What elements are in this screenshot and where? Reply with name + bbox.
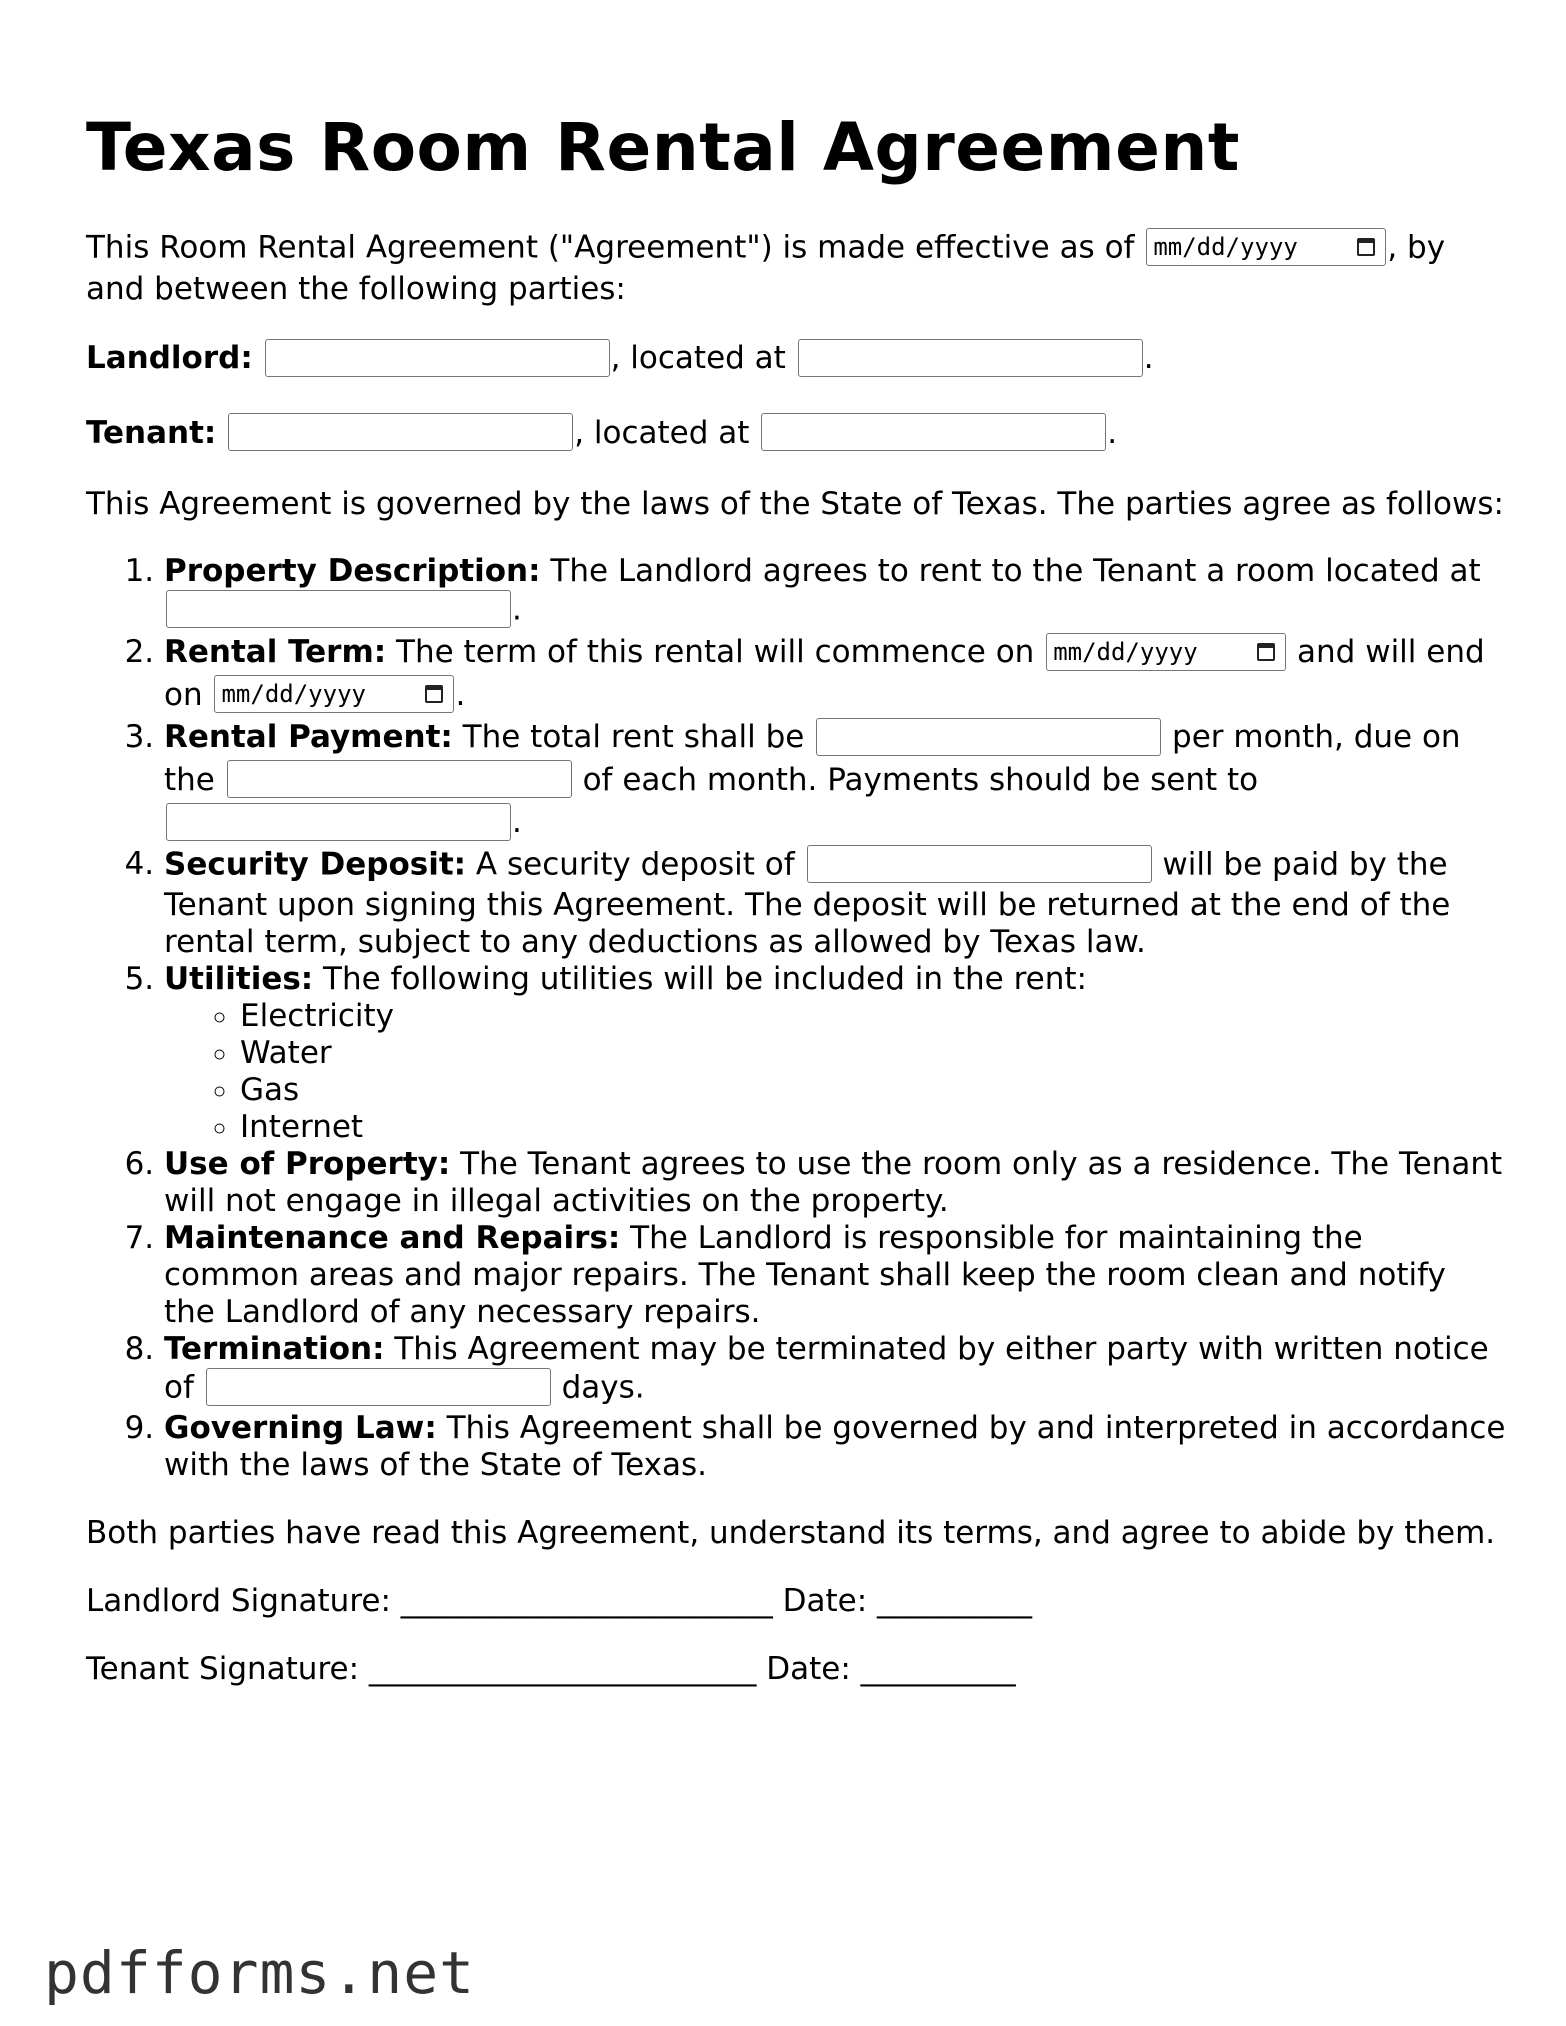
tenant-line	[86, 413, 1506, 456]
term-governing-law	[164, 1410, 1506, 1484]
tenant-period: .	[1107, 414, 1118, 451]
term-heading: Security Deposit:	[164, 846, 467, 882]
tenant-signature-line: Tenant Signature: _________________________ Date: __________	[86, 1650, 1016, 1687]
calendar-icon[interactable]	[1357, 238, 1375, 256]
landlord-name-input[interactable]	[265, 339, 610, 377]
term-use-of-property	[164, 1146, 1506, 1220]
term-text: The total rent shall be	[452, 719, 815, 755]
start-date-input[interactable]	[1046, 633, 1286, 671]
effective-date-input[interactable]	[1146, 228, 1386, 266]
document-title: Texas Room Rental Agreement	[86, 109, 1240, 186]
utilities-list	[164, 998, 1506, 1146]
utility-item: ◦ Water	[240, 1035, 1506, 1072]
term-rental-term	[164, 632, 1506, 717]
term-text: of each month. Payments should be sent to	[572, 761, 1259, 798]
term-utilities	[164, 961, 1506, 1146]
tenant-address-input[interactable]	[761, 413, 1106, 451]
landlord-signature-line: Landlord Signature: ________________________ Date: __________	[86, 1582, 1032, 1619]
term-heading: Utilities:	[164, 960, 314, 997]
tenant-located-at: , located at	[574, 414, 750, 451]
term-text: The following utilities will be included in the rent:	[313, 960, 1087, 997]
term-heading: Rental Term:	[164, 634, 387, 670]
term-period: .	[512, 804, 522, 840]
rent-amount-input[interactable]	[816, 718, 1161, 756]
property-location-input[interactable]	[166, 590, 511, 628]
end-date-input[interactable]	[214, 675, 454, 713]
term-text: This Agreement may be terminated by either party with written notice of	[164, 1330, 1489, 1405]
document-page	[86, 0, 1506, 1688]
date-placeholder: mm/dd/yyyy	[1053, 637, 1198, 666]
term-text: A security deposit of	[466, 846, 805, 882]
landlord-label: Landlord:	[86, 340, 253, 376]
landlord-located-at: , located at	[610, 340, 786, 376]
landlord-line	[86, 338, 1506, 381]
landlord-address-input[interactable]	[798, 339, 1143, 377]
term-heading: Governing Law:	[164, 1409, 437, 1446]
term-text: will be paid by the Tenant upon signing this Agreement. The deposit will be returned at the end of the rental term, subject to any deductions as allowed by Texas law.	[164, 846, 1451, 960]
term-security-deposit	[164, 845, 1506, 961]
intro-text-end: , by and between the following parties:	[86, 229, 1446, 307]
terms-list	[86, 553, 1506, 1484]
term-text: The Landlord is responsible for maintaining the common areas and major repairs. The Tenant shall keep the room clean and notify the Landlord of any necessary repairs.	[164, 1219, 1446, 1330]
payment-address-input[interactable]	[166, 803, 511, 841]
term-period: .	[455, 676, 466, 713]
term-heading: Use of Property:	[164, 1145, 451, 1182]
term-text: and will end on	[164, 634, 1485, 713]
tenant-label: Tenant:	[86, 414, 217, 451]
intro-text: This Room Rental Agreement ("Agreement") is made effective as of	[86, 229, 1135, 266]
utility-item: ◦ Gas	[240, 1072, 1506, 1109]
term-maintenance	[164, 1220, 1506, 1331]
term-rental-payment	[164, 717, 1506, 845]
term-heading: Termination:	[164, 1330, 385, 1367]
closing-paragraph: Both parties have read this Agreement, understand its terms, and agree to abide by them.	[86, 1514, 1496, 1551]
term-property	[164, 553, 1506, 632]
due-day-input[interactable]	[227, 760, 572, 798]
date-placeholder: mm/dd/yyyy	[221, 680, 366, 708]
term-termination	[164, 1331, 1506, 1410]
landlord-period: .	[1143, 340, 1154, 376]
term-text: This Agreement shall be governed by and interpreted in accordance with the laws of the State of Texas.	[164, 1409, 1506, 1483]
term-text: The Landlord agrees to rent to the Tenant a room located at	[540, 553, 1481, 589]
intro-paragraph	[86, 228, 1506, 308]
term-text: per month, due on the	[164, 719, 1461, 798]
tenant-name-input[interactable]	[228, 413, 573, 451]
term-text: The term of this rental will commence on	[386, 634, 1045, 670]
notice-days-input[interactable]	[206, 1368, 551, 1406]
deposit-amount-input[interactable]	[807, 845, 1152, 883]
term-text: days.	[551, 1369, 645, 1405]
governs-paragraph: This Agreement is governed by the laws of the State of Texas. The parties agree as follows:	[86, 486, 1504, 522]
term-heading: Rental Payment:	[164, 719, 453, 755]
pdfforms-logo: pdfforms.net	[44, 1939, 476, 2007]
term-heading: Maintenance and Repairs:	[164, 1219, 621, 1256]
date-placeholder: mm/dd/yyyy	[1153, 233, 1298, 261]
calendar-icon[interactable]	[425, 685, 443, 703]
utility-item: ◦ Electricity	[240, 998, 1506, 1035]
calendar-icon[interactable]	[1257, 643, 1275, 661]
term-text: The Tenant agrees to use the room only as a residence. The Tenant will not engage in illegal activities on the property.	[164, 1145, 1503, 1219]
term-period: .	[512, 591, 522, 628]
term-heading: Property Description:	[164, 553, 541, 589]
utility-item: ◦ Internet	[240, 1109, 1506, 1146]
